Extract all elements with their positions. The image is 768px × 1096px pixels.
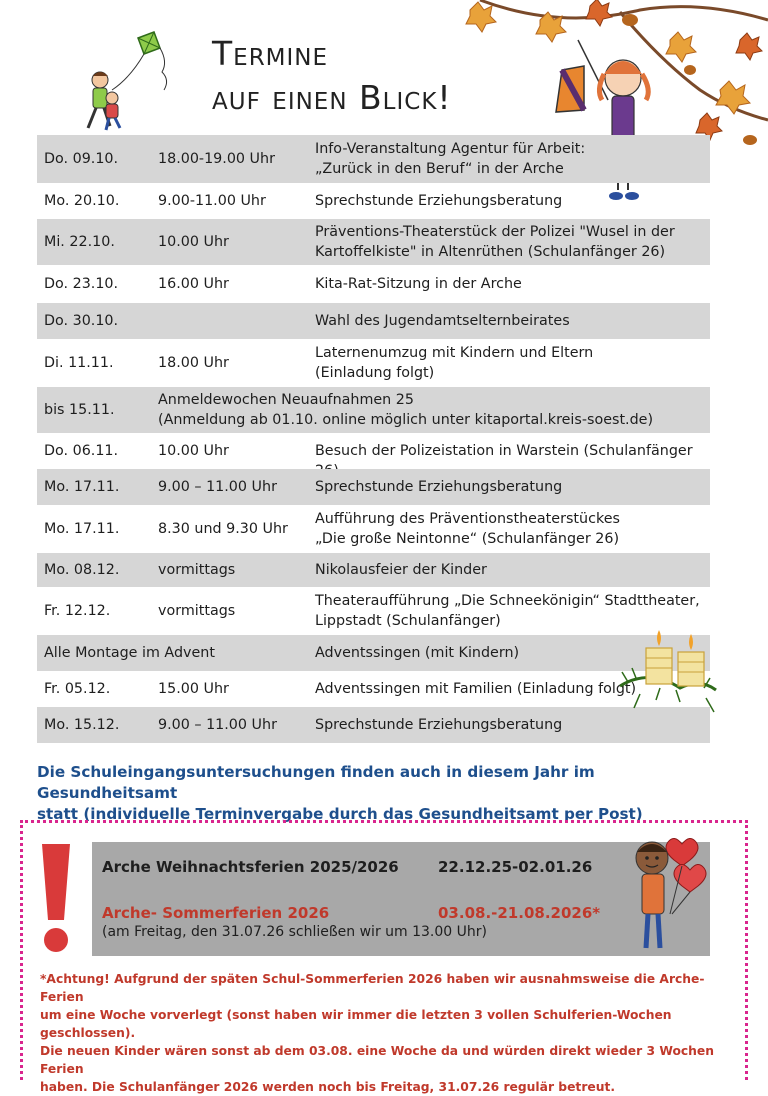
schedule-table bbox=[37, 135, 710, 743]
schedule-event: Wahl des Jugendamtselternbeirates bbox=[315, 313, 570, 329]
schedule-time: 10.00 Uhr bbox=[158, 234, 229, 250]
schedule-row bbox=[37, 469, 710, 505]
schedule-time: vormittags bbox=[158, 603, 236, 619]
schedule-time: vormittags bbox=[158, 562, 236, 578]
exclamation-icon bbox=[38, 840, 74, 956]
summer-holiday-dates: 03.08.-21.08.2026* bbox=[438, 904, 601, 922]
schedule-row bbox=[37, 303, 710, 339]
summer-holiday-label: Arche- Sommerferien 2026 bbox=[102, 904, 330, 922]
health-office-notice bbox=[37, 762, 737, 825]
schedule-day: Fr. 12.12. bbox=[44, 603, 111, 619]
schedule-time: 16.00 Uhr bbox=[158, 276, 229, 292]
schedule-row bbox=[37, 387, 710, 433]
schedule-day: Di. 11.11. bbox=[44, 355, 114, 371]
schedule-day: Mo. 17.11. bbox=[44, 521, 120, 537]
schedule-time: 18.00-19.00 Uhr bbox=[158, 151, 275, 167]
schedule-day: Mo. 15.12. bbox=[44, 717, 120, 733]
schedule-time: 8.30 und 9.30 Uhr bbox=[158, 521, 288, 537]
schedule-row bbox=[37, 505, 710, 553]
warning-line: um eine Woche vorverlegt (sonst haben wir immer die letzten 3 vollen Schulferien-Wochen geschlossen). bbox=[40, 1008, 672, 1040]
page-title bbox=[212, 32, 452, 120]
warning-line: *Achtung! Aufgrund der späten Schul-Sommerferien 2026 haben wir ausnahmsweise die Arche-Ferien bbox=[40, 972, 705, 1004]
schedule-event: Laternenumzug mit Kindern und Eltern (Einladung folgt) bbox=[315, 345, 594, 381]
title-line-1: Termine bbox=[212, 34, 329, 73]
advent-candles-illustration bbox=[620, 628, 716, 722]
schedule-event: Sprechstunde Erziehungsberatung bbox=[315, 717, 563, 733]
schedule-event: Sprechstunde Erziehungsberatung bbox=[315, 193, 563, 209]
schedule-event: Besuch der Polizeistation in Warstein (Schulanfänger bbox=[315, 443, 693, 459]
schedule-event: Anmeldewochen Neuaufnahmen 25 (Anmeldung ab 01.10. online möglich unter kitaportal.kreis-soest.de) bbox=[158, 392, 654, 428]
boy-balloons-illustration bbox=[630, 834, 714, 954]
schedule-row bbox=[37, 553, 710, 587]
schedule-row bbox=[37, 183, 710, 219]
holiday-box bbox=[92, 842, 710, 956]
schedule-day: Mo. 17.11. bbox=[44, 479, 120, 495]
notice-line-2: statt (individuelle Terminvergabe durch das Gesundheitsamt per Post) bbox=[37, 805, 643, 823]
schedule-time: 9.00 – 11.00 Uhr bbox=[158, 479, 277, 495]
schedule-time: 15.00 Uhr bbox=[158, 681, 229, 697]
schedule-day: Alle Montage im Advent bbox=[44, 645, 215, 661]
kids-kite-illustration bbox=[60, 28, 190, 134]
schedule-event: Adventssingen mit Familien (Einladung folgt) bbox=[315, 681, 637, 697]
schedule-day: Mi. 22.10. bbox=[44, 234, 115, 250]
schedule-row bbox=[37, 135, 710, 183]
schedule-row bbox=[37, 671, 710, 707]
schedule-day: Do. 09.10. bbox=[44, 151, 119, 167]
schedule-day: bis 15.11. bbox=[44, 402, 115, 418]
title-line-2: auf einen Blick! bbox=[212, 78, 452, 117]
schedule-day: Do. 30.10. bbox=[44, 313, 119, 329]
schedule-event: Präventions-Theaterstück der Polizei "Wusel in der Kartoffelkiste" in Altenrüthen (Schulanfänger 26) bbox=[315, 224, 675, 260]
notice-line-1: Die Schuleingangsuntersuchungen finden auch in diesem Jahr im Gesundheitsamt bbox=[37, 763, 595, 802]
schedule-event: Nikolausfeier der Kinder bbox=[315, 562, 487, 578]
schedule-event: Sprechstunde Erziehungsberatung bbox=[315, 479, 563, 495]
schedule-time: 10.00 Uhr bbox=[158, 443, 229, 459]
holiday-warning-text bbox=[40, 970, 745, 1096]
schedule-time: 18.00 Uhr bbox=[158, 355, 229, 371]
schedule-row bbox=[37, 587, 710, 635]
winter-holiday-label: Arche Weihnachtsferien 2025/2026 bbox=[102, 858, 399, 876]
schedule-day: Fr. 05.12. bbox=[44, 681, 111, 697]
warning-line: Die neuen Kinder wären sonst ab dem 03.08. eine Woche da und würden direkt wieder 3 Wochen Ferien bbox=[40, 1044, 715, 1076]
schedule-row bbox=[37, 635, 710, 671]
schedule-time: 9.00-11.00 Uhr bbox=[158, 193, 266, 209]
schedule-day: Do. 23.10. bbox=[44, 276, 119, 292]
warning-line: haben. Die Schulanfänger 2026 werden noch bis Freitag, 31.07.26 regulär betreut. bbox=[40, 1080, 616, 1094]
schedule-event: Adventssingen (mit Kindern) bbox=[315, 645, 520, 661]
schedule-row bbox=[37, 339, 710, 387]
schedule-row bbox=[37, 219, 710, 265]
schedule-day: Do. 06.11. bbox=[44, 443, 119, 459]
winter-holiday-dates: 22.12.25-02.01.26 bbox=[438, 858, 593, 876]
schedule-day: Mo. 08.12. bbox=[44, 562, 120, 578]
schedule-row bbox=[37, 265, 710, 303]
schedule-event: Theateraufführung „Die Schneekönigin“ Stadttheater, Lippstadt (Schulanfänger) bbox=[315, 593, 700, 629]
schedule-row bbox=[37, 433, 710, 469]
schedule-time: 9.00 – 11.00 Uhr bbox=[158, 717, 277, 733]
summer-holiday-note: (am Freitag, den 31.07.26 schließen wir um 13.00 Uhr) bbox=[102, 924, 487, 940]
schedule-event: Aufführung des Präventionstheaterstückes „Die große Neintonne“ (Schulanfänger 26) bbox=[315, 511, 620, 547]
schedule-event: Info-Veranstaltung Agentur für Arbeit: „Zurück in den Beruf“ in der Arche bbox=[315, 141, 586, 177]
schedule-day: Mo. 20.10. bbox=[44, 193, 120, 209]
schedule-row bbox=[37, 707, 710, 743]
schedule-event: Kita-Rat-Sitzung in der Arche bbox=[315, 276, 522, 292]
